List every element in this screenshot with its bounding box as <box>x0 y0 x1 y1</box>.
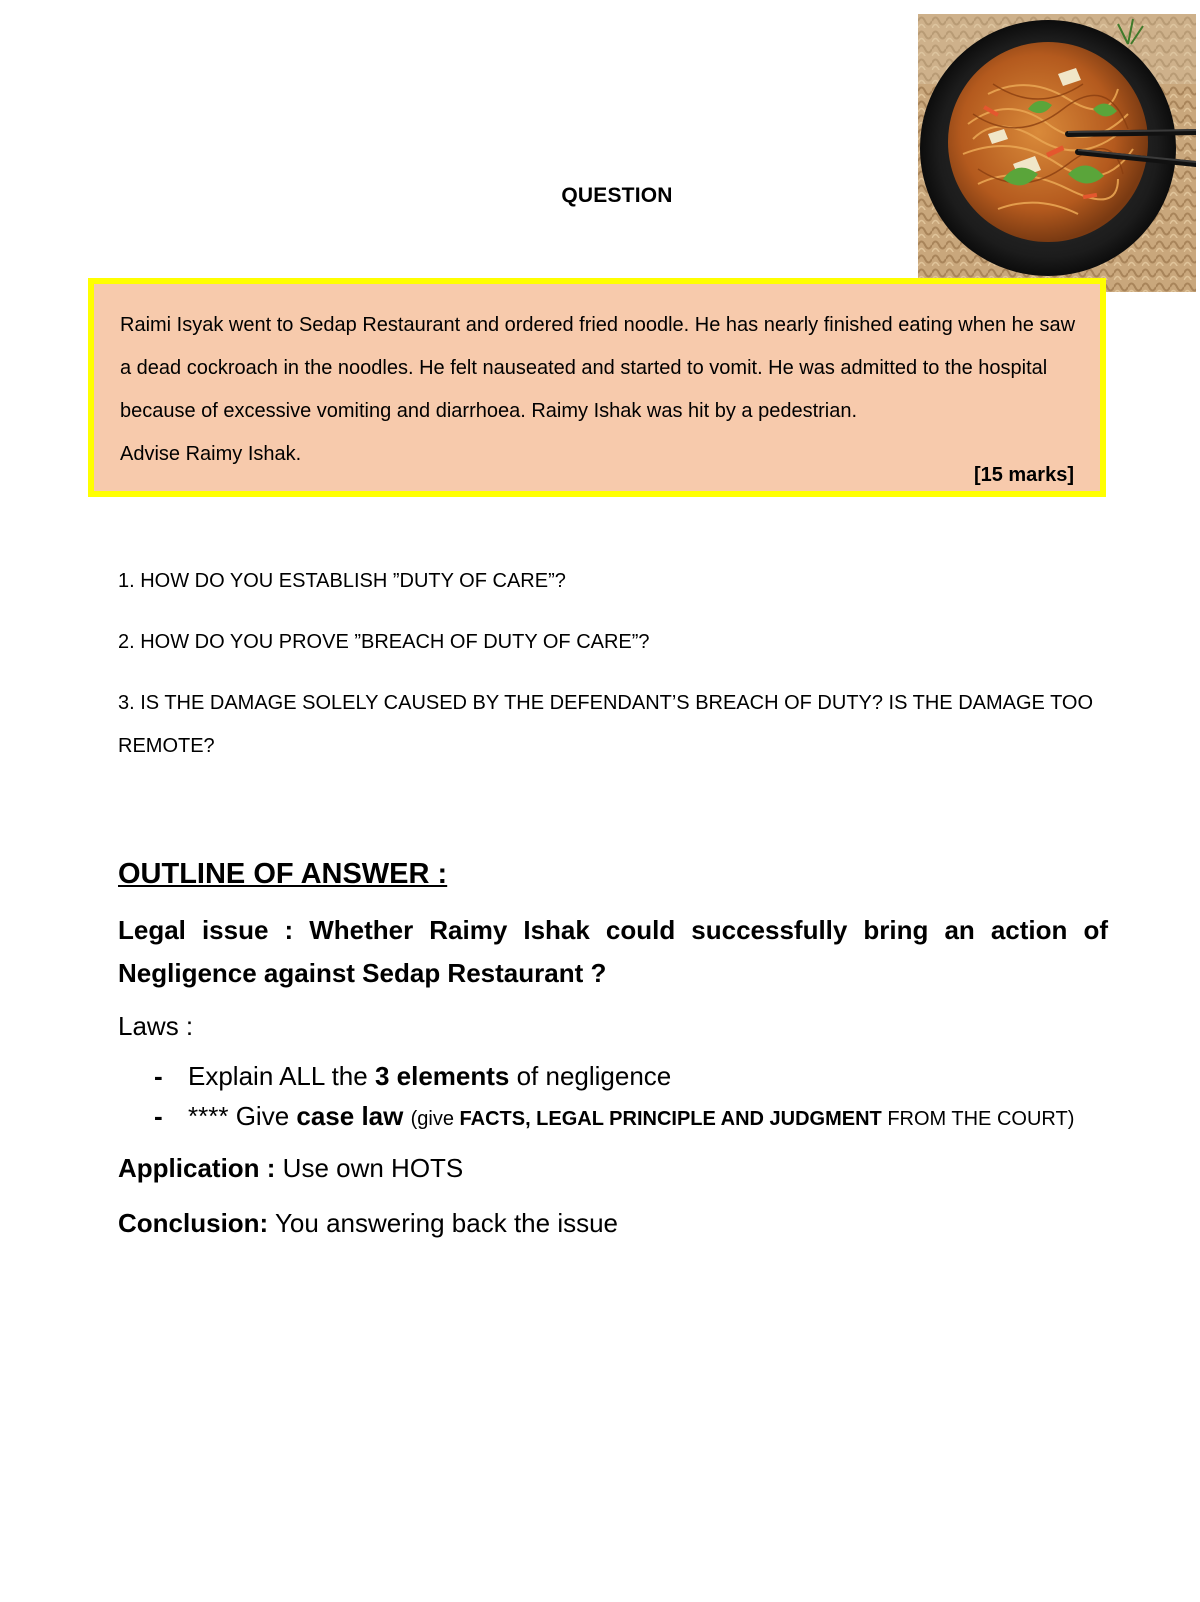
laws-item-text: **** Give <box>188 1101 297 1131</box>
laws-item-text: of negligence <box>509 1061 672 1091</box>
conclusion-line <box>118 1202 1108 1245</box>
question-box <box>88 278 1106 497</box>
question-text <box>120 304 1078 476</box>
laws-item-case-law <box>118 1096 1108 1139</box>
outline-title: OUTLINE OF ANSWER : <box>118 858 448 890</box>
laws-item-elements <box>118 1056 1108 1096</box>
marks-label: [15 marks] <box>973 464 1074 486</box>
note-bold: FACTS, LEGAL PRINCIPLE AND JUDGMENT <box>459 1108 882 1130</box>
application-text: Use own HOTS <box>275 1153 464 1183</box>
guiding-question-2: 2. HOW DO YOU PROVE ”BREACH OF DUTY OF CARE”? <box>118 631 650 653</box>
case-law-note <box>411 1108 1075 1130</box>
laws-label: Laws : <box>118 1011 194 1041</box>
guiding-questions <box>118 560 1108 786</box>
conclusion-text: You answering back the issue <box>268 1208 619 1238</box>
conclusion-label: Conclusion: <box>118 1208 269 1238</box>
fried-noodle-bowl-image <box>918 14 1196 292</box>
application-label: Application : <box>118 1153 276 1183</box>
question-advise: Advise Raimy Ishak. <box>120 443 302 465</box>
laws-list <box>118 1056 1108 1139</box>
note-text: FROM THE COURT) <box>881 1108 1075 1130</box>
note-text: (give <box>410 1108 460 1130</box>
laws-item-bold: case law <box>296 1101 404 1131</box>
laws-item-bold: 3 elements <box>374 1061 510 1091</box>
bullet-dash: - <box>154 1061 163 1091</box>
laws-item-text: Explain ALL the <box>188 1061 375 1091</box>
guiding-question-1: 1. HOW DO YOU ESTABLISH ”DUTY OF CARE”? <box>118 570 566 592</box>
question-heading: QUESTION <box>561 184 673 207</box>
legal-issue: Legal issue : Whether Raimy Ishak could successfully bring an action of Negligence against Sedap Restaurant ? <box>118 915 1108 988</box>
bullet-dash: - <box>154 1101 163 1131</box>
outline-section <box>118 855 1108 1257</box>
guiding-question-3: 3. IS THE DAMAGE SOLELY CAUSED BY THE DEFENDANT’S BREACH OF DUTY? IS THE DAMAGE TOO REMOTE? <box>118 692 1094 757</box>
question-scenario: Raimi Isyak went to Sedap Restaurant and ordered fried noodle. He has nearly finished eating when he saw a dead cockroach in the noodles. He felt nauseated and started to vomit. He was admitted to the hospital because of excessive vomiting and diarrhoea. Raimy Ishak was hit by a pedestrian. <box>120 314 1076 422</box>
application-line <box>118 1147 1108 1190</box>
